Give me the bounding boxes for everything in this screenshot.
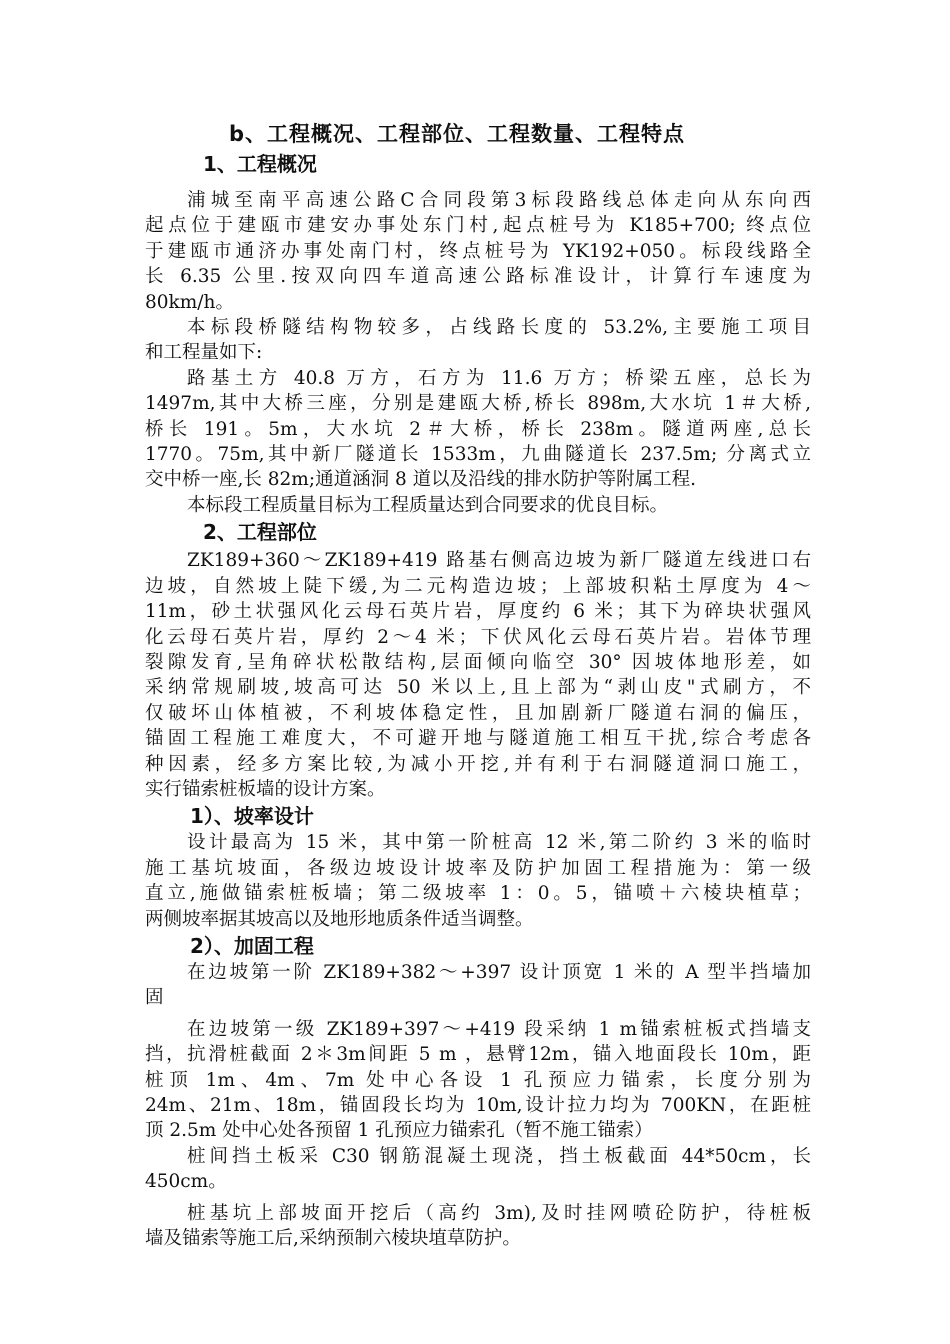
text-line: 11m，砂土状强风化云母石英片岩，厚度约 6 米；其下为碎块状强风 [145, 601, 811, 623]
text-line: 桩间挡土板采 C30 钢筋混凝土现浇，挡土板截面 44*50cm，长 [187, 1145, 811, 1167]
paragraph [145, 366, 811, 493]
text-line: 起点位于建瓯市建安办事处东门村,起点桩号为 K185+700; 终点位 [145, 215, 811, 237]
text-line: 边坡，自然坡上陡下缓,为二元构造边坡；上部坡积粘土厚度为 4～ [145, 575, 811, 597]
text-line: 两侧坡率据其坡高以及地形地质条件适当调整。 [145, 908, 534, 930]
text-line: 直立,施做锚索桩板墙；第二级坡率 1：0。5，锚喷＋六棱块植草； [145, 883, 811, 905]
text-line: 浦城至南平高速公路C合同段第3标段路线总体走向从东向西 [187, 190, 811, 211]
paragraph [145, 1201, 811, 1252]
paragraph [145, 1144, 811, 1195]
text-line: 化云母石英片岩，厚约 2～4 米；下伏风化云母石英片岩。岩体节理 [145, 626, 811, 648]
paragraph [145, 188, 811, 315]
text-line: 本标段工程质量目标为工程质量达到合同要求的优良目标。 [187, 494, 669, 516]
paragraph [145, 315, 811, 366]
text-line: 桩基坑上部坡面开挖后（高约 3m),及时挂网喷砼防护，待桩板 [187, 1202, 811, 1224]
text-line: 1770。75m,其中新厂隧道长 1533m，九曲隧道长 237.5m; 分离式立 [145, 444, 811, 466]
subsection-heading-reinforcement: 2）、加固工程 [190, 933, 314, 958]
text-line: 采纳常规刷坡,坡高可达 50 米以上,且上部为“剥山皮"式刷方，不 [145, 677, 811, 699]
text-line: 桥长 191。5m，大水坑 2＃大桥，桥长 238m。隧道两座,总长 [145, 418, 811, 440]
text-line: 1497m,其中大桥三座，分别是建瓯大桥,桥长 898m,大水坑 1＃大桥, [145, 393, 811, 415]
text-line: 在边坡第一阶 ZK189+382～+397 设计顶宽 1 米的 A 型半挡墙加 [187, 961, 811, 983]
document-page [145, 118, 811, 1251]
paragraph [145, 493, 811, 518]
text-line: 种因素，经多方案比较,为减小开挖,并有利于右洞隧道洞口施工， [145, 753, 811, 775]
text-line: 交中桥一座,长 82m;通道涵洞 8 道以及沿线的排水防护等附属工程. [145, 469, 696, 491]
paragraph [145, 830, 811, 932]
text-line: 挡，抗滑桩截面 2＊3m间距 5 m ，悬臂12m，锚入地面段长 10m，距 [145, 1044, 811, 1066]
text-line: 实行锚索桩板墙的设计方案。 [145, 778, 386, 800]
text-line: 锚固工程施工难度大，不可避开地与隧道施工相互干扰,综合考虑各 [145, 728, 811, 750]
text-line: 路基土方 40.8 万方，石方为 11.6 万方；桥梁五座，总长为 [187, 367, 811, 389]
text-line: 在边坡第一级 ZK189+397～+419 段采纳 1 m锚索桩板式挡墙支 [187, 1018, 811, 1040]
text-line: 和工程量如下: [145, 342, 263, 364]
text-line: 施工基坑坡面，各级边坡设计坡率及防护加固工程措施为：第一级 [145, 857, 811, 879]
paragraph [145, 960, 811, 1011]
text-line: 450cm。 [145, 1171, 227, 1193]
text-line: 墙及锚索等施工后,采纳预制六棱块埴草防护。 [145, 1228, 521, 1250]
text-line: 裂隙发育,呈角碎状松散结构,层面倾向临空 30° 因坡体地形差，如 [145, 651, 811, 673]
text-line: 桩顶 1m、4m、7m 处中心各设 1 孔预应力锚索，长度分别为 [145, 1069, 811, 1091]
paragraph [145, 1017, 811, 1144]
paragraph [145, 548, 811, 802]
text-line: 24m、21m、18m，锚固段长均为 10m,设计拉力均为 700KN，在距桩 [145, 1095, 811, 1116]
text-line: 80km/h。 [145, 291, 234, 313]
text-line: ZK189+360～ZK189+419 路基右侧高边坡为新厂隧道左线进口右 [187, 550, 811, 572]
section-heading-overview: 1、工程概况 [203, 152, 317, 176]
subsection-heading-slope-design: 1）、坡率设计 [190, 804, 314, 829]
text-line: 顶 2.5m 处中心处各预留 1 孔预应力锚索孔（暂不施工锚索） [145, 1120, 653, 1142]
document-title: b、工程概况、工程部位、工程数量、工程特点 [229, 122, 686, 146]
text-line: 设计最高为 15 米，其中第一阶桩高 12 米,第二阶约 3 米的临时 [187, 832, 811, 854]
text-line: 于建瓯市通济办事处南门村，终点桩号为 YK192+050。标段线路全 [145, 240, 811, 262]
section-heading-location: 2、工程部位 [203, 520, 317, 545]
text-line: 仅破坏山体植被，不利坡体稳定性，且加剧新厂隧道右洞的偏压， [145, 702, 811, 724]
text-line: 长 6.35 公里.按双向四车道高速公路标准设计，计算行车速度为 [145, 266, 811, 288]
text-line: 固 [145, 987, 164, 1009]
text-line: 本标段桥隧结构物较多，占线路长度的 53.2%,主要施工项目 [187, 317, 811, 339]
